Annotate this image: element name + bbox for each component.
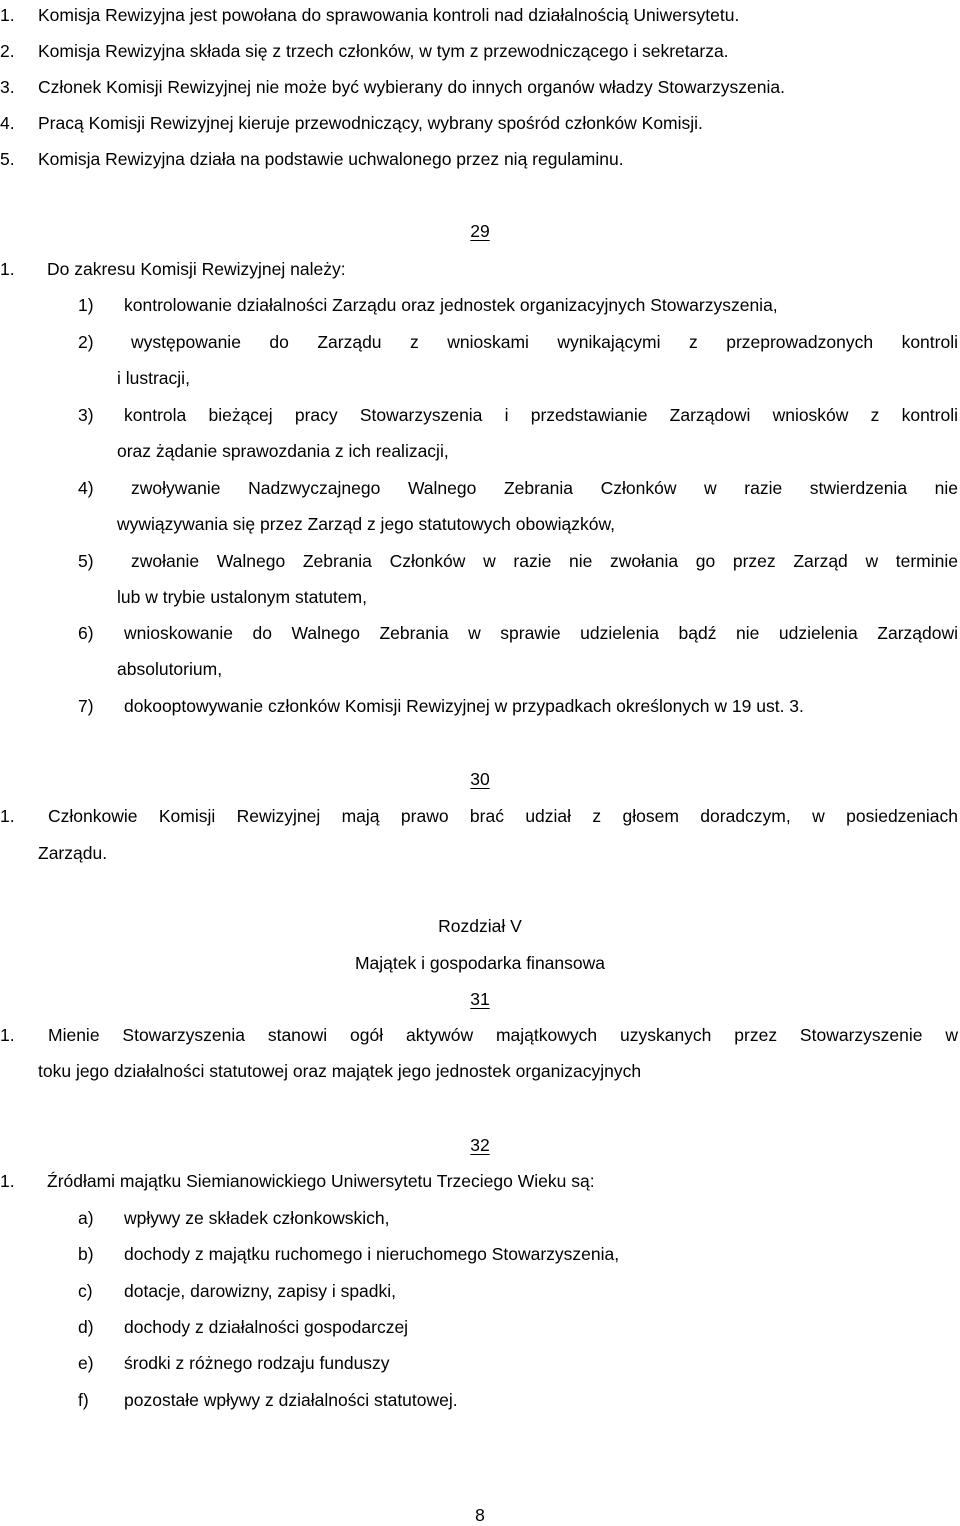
paragraph-line: Mienie Stowarzyszenia stanowi ogół aktywów majątkowych uzyskanych przez Stowarzyszenie w	[48, 1025, 958, 1045]
section-30-num: 1.	[0, 806, 15, 826]
list-item-line: lub w trybie ustalonym statutem,	[117, 587, 367, 607]
list-item: 2. Komisja Rewizyjna składa się z trzech członków, w tym z przewodniczącego i sekretarza.	[0, 41, 729, 61]
list-item-line: kontrola bieżącej pracy Stowarzyszenia i przedstawianie Zarządowi wniosków z kontroli	[124, 405, 958, 425]
list-item: 5. Komisja Rewizyjna działa na podstawie uchwalonego przez nią regulaminu.	[0, 149, 624, 169]
chapter-subtitle: Majątek i gospodarka finansowa	[354, 953, 605, 973]
section-heading-30: 30	[470, 769, 490, 789]
page-number: 8	[475, 1505, 485, 1525]
list-item-line: zwoływanie Nadzwyczajnego Walnego Zebrania Członków w razie stwierdzenia nie	[131, 478, 958, 498]
list-item-line: wywiązywania się przez Zarząd z jego statutowych obowiązków,	[117, 514, 615, 534]
section-heading-31: 31	[470, 989, 490, 1009]
list-item: 2)	[78, 332, 94, 352]
list-item-line: absolutorium,	[117, 659, 223, 679]
list-item: 6)	[78, 623, 94, 643]
list-item: b) dochody z majątku ruchomego i nieruchomego Stowarzyszenia,	[78, 1244, 620, 1264]
list-item-line: zwołanie Walnego Zebrania Członków w razie nie zwołania go przez Zarząd w terminie	[131, 551, 958, 571]
list-item: 3)	[78, 405, 94, 425]
list-item: c) dotacje, darowizny, zapisy i spadki,	[78, 1281, 397, 1301]
list-item: f) pozostałe wpływy z działalności statutowej.	[78, 1390, 458, 1410]
list-item: 1. Komisja Rewizyjna jest powołana do sprawowania kontroli nad działalnością Uniwersytetu.	[0, 5, 740, 25]
section-32-intro: 1. Źródłami majątku Siemianowickiego Uniwersytetu Trzeciego Wieku są:	[0, 1171, 595, 1191]
list-item: 3. Członek Komisji Rewizyjnej nie może być wybierany do innych organów władzy Stowarzyszenia.	[0, 77, 785, 97]
section-heading-29: 29	[470, 221, 490, 241]
list-item: d) dochody z działalności gospodarczej	[78, 1317, 409, 1337]
chapter-title: Rozdział V	[438, 916, 522, 936]
list-item: 4)	[78, 478, 94, 498]
list-item: a) wpływy ze składek członkowskich,	[78, 1208, 390, 1228]
paragraph-line: Członkowie Komisji Rewizyjnej mają prawo brać udział z głosem doradczym, w posiedzeniach	[48, 806, 958, 826]
section-heading-32: 32	[470, 1135, 490, 1155]
list-item: 1) kontrolowanie działalności Zarządu oraz jednostek organizacyjnych Stowarzyszenia,	[78, 295, 778, 315]
list-item-line: występowanie do Zarządu z wnioskami wynikającymi z przeprowadzonych kontroli	[131, 332, 958, 352]
list-item: 7) dokooptowywanie członków Komisji Rewizyjnej w przypadkach określonych w 19 ust. 3.	[78, 696, 804, 716]
paragraph-line: toku jego działalności statutowej oraz majątek jego jednostek organizacyjnych	[38, 1061, 642, 1081]
list-item-line: oraz żądanie sprawozdania z ich realizacji,	[117, 441, 449, 461]
paragraph-line: Zarządu.	[38, 843, 108, 863]
list-item: 4. Pracą Komisji Rewizyjnej kieruje przewodniczący, wybrany spośród członków Komisji.	[0, 113, 703, 133]
list-item: 5)	[78, 551, 94, 571]
section-29-intro: 1. Do zakresu Komisji Rewizyjnej należy:	[0, 259, 346, 279]
list-item: e) środki z różnego rodzaju funduszy	[78, 1353, 390, 1373]
section-31-num: 1.	[0, 1025, 15, 1045]
list-item-line: i lustracji,	[117, 368, 190, 388]
list-item-line: wnioskowanie do Walnego Zebrania w sprawie udzielenia bądź nie udzielenia Zarządowi	[124, 623, 958, 643]
